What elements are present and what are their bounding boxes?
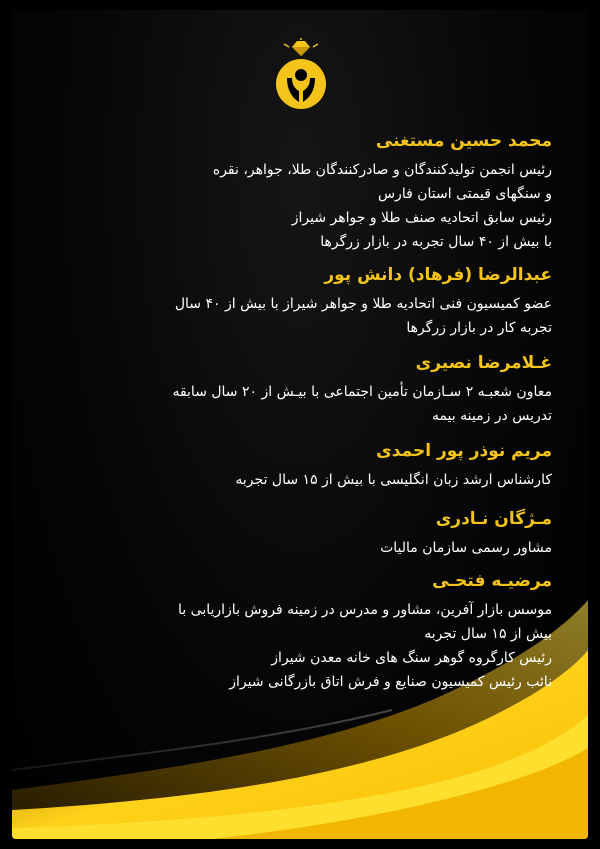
person-name: محمد حسین مستغنی	[375, 131, 552, 151]
person-entry	[42, 262, 552, 340]
person-name: مریم نوذر پور احمدی	[376, 441, 552, 461]
poster-frame	[12, 10, 588, 839]
person-name: مـژگان نـادری	[435, 509, 552, 529]
person-bio-line: رئیس انجمن تولیدکنندگان و صادرکنندگان طلا، جواهر، نقره	[212, 162, 552, 178]
person-bio-line: کارشناس ارشد زبان انگلیسی با بیش از ۱۵ سال تجربه	[235, 472, 552, 488]
person-entry	[42, 568, 552, 694]
person-bio-line: رئیس سابق اتحادیه صنف طلا و جواهر شیراز	[291, 210, 552, 226]
gem-emblem-logo	[270, 38, 332, 110]
person-bio-line: رئیس کارگروه گوهر سنگ های خانه معدن شیراز	[271, 650, 552, 666]
person-bio-line: عضو کمیسیون فنی اتحادیه طلا و جواهر شیراز با بیش از ۴۰ سال	[174, 296, 552, 312]
person-bio-line: معاون شعبـه ۲ سـازمان تأمین اجتماعی با بیـش از ۲۰ سال سابقه	[172, 384, 552, 400]
person-entry	[42, 438, 552, 492]
person-bio-line: تدریس در زمینه بیمه	[431, 408, 552, 424]
person-bio-line: تجربه کار در بازار زرگرها	[406, 320, 552, 336]
person-bio-line: موسس بازار آفرین، مشاور و مدرس در زمینه فروش بازاریابی با	[178, 602, 552, 618]
person-name: مرضیـه فتحـی	[432, 571, 552, 591]
person-name: عبدالرضا (فرهاد) دانش پور	[324, 265, 552, 285]
person-bio-line: و سنگهای قیمتی استان فارس	[377, 186, 552, 202]
person-name: غـلامرضا نصیری	[415, 353, 552, 373]
person-bio-line: مشاور رسمی سازمان مالیات	[380, 540, 552, 556]
person-entry	[42, 506, 552, 560]
bio-list	[42, 128, 552, 694]
person-entry	[42, 128, 552, 254]
person-bio-line: با بیش از ۴۰ سال تجربه در بازار زرگرها	[320, 234, 552, 250]
person-bio-line: نائب رئیس کمیسیون صنایع و فرش اتاق بازرگانی شیراز	[229, 674, 552, 690]
person-bio-line: بیش از ۱۵ سال تجربه	[424, 626, 552, 642]
person-entry	[42, 350, 552, 428]
